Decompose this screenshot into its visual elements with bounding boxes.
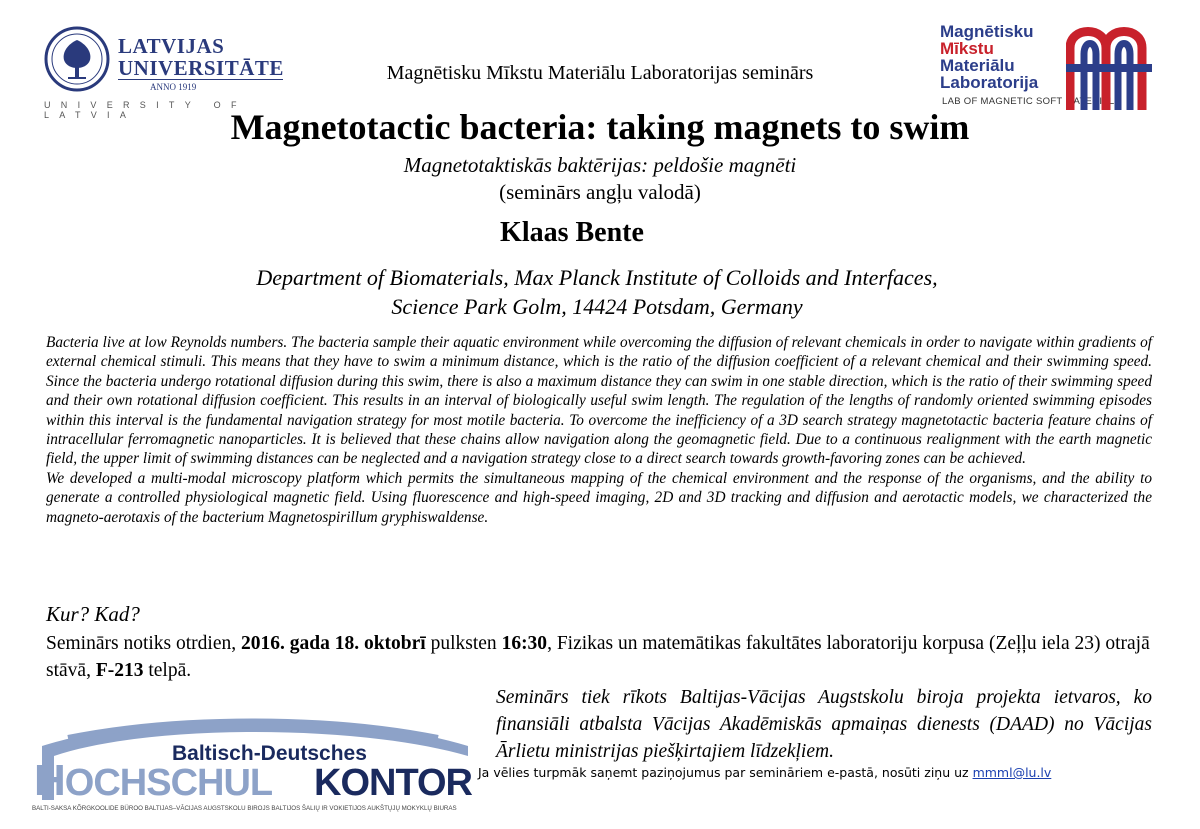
notification-note xyxy=(478,765,1158,780)
abstract xyxy=(46,333,1152,527)
funding-note: Seminārs tiek rīkots Baltijas-Vācijas Augstskolu biroja projekta ietvaros, ko finansiāli atbalsta Vācijas Akadēmiskās apmaiņas dienests (DAAD) no Vācijas Ārlietu ministrijas piešķirtajiem līdzekļiem. xyxy=(496,687,1152,762)
bdhk-subline: BALTI-SAKSA KÕRGKOOLIDE BÜROO BALTIJAS–VĀCIJAS AUGSTSKOLU BIROJS BALTIJOS ŠALIŲ IR VOKIETIJOS AUKŠTŲJŲ MOKYKLŲ BIURAS xyxy=(32,805,457,812)
bdhk-wordmark xyxy=(34,756,272,806)
affiliation-line2: Science Park Golm, 14424 Potsdam, Germany xyxy=(391,294,803,319)
seminar-time: 16:30 xyxy=(501,633,548,654)
language-note: (seminārs angļu valodā) xyxy=(499,180,701,204)
when-text-1: Seminārs notiks otrdien, xyxy=(46,633,241,654)
lab-logo-line1: Magnētisku xyxy=(940,22,1034,41)
title-translation: Magnetotaktiskās baktērijas: peldošie magnēti xyxy=(403,153,797,177)
email-link[interactable]: mmml@lu.lv xyxy=(972,765,1052,780)
bdhk-h-letter: H xyxy=(34,756,65,805)
university-founding-year: ANNO 1919 xyxy=(150,82,197,92)
university-name-line1: LATVIJAS xyxy=(118,34,225,58)
seminar-series: Magnētisku Mīkstu Materiālu Laboratorijas seminārs xyxy=(386,62,814,84)
notification-text: Ja vēlies turpmāk saņemt paziņojumus par semināriem e-pastā, nosūti ziņu uz xyxy=(478,765,973,780)
affiliation-line1: Department of Biomaterials, Max Planck Institute of Colloids and Interfaces, xyxy=(256,265,938,290)
when-text-3: , Fizikas un matemātikas fakultātes laboratoriju korpusa (Zeļļu iela 23) otrajā stāvā, xyxy=(46,633,1150,681)
speaker-name: Klaas Bente xyxy=(500,217,644,248)
abstract-paragraph-2: We developed a multi-modal microscopy platform which permits the simultaneous mapping of the chemical environment and the response of the organisms, and the ability to generate a controlled physiological magnetic field. Using fluorescence and high-speed imaging, 2D and 3D tracking and diffusion and aerotactic models, we characterized the magneto-aerotaxis of the bacterium Magnetospirillum gryphiswaldense. xyxy=(46,469,1152,526)
seminar-date: 2016. gada 18. oktobrī xyxy=(240,633,426,654)
abstract-paragraph-1: Bacteria live at low Reynolds numbers. The bacteria sample their aquatic environment while overcoming the diffusion of relevant chemicals in order to navigate within gradients of external chemical stimuli. This means that they have to swim a minimum distance, which is the ratio of the diffusion coefficient of a relevant chemical and their swimming speed. Since the bacteria undergo rotational diffusion during this swim, there is also a maximum distance they can swim in one stable direction, which is the ratio of their swimming speed and their own rotational diffusion coefficient. This results in an interval of biologically useful swim length. The regulation of the lengths of randomly oriented swimming episodes within this interval is the fundamental navigation strategy for most motile bacteria. To overcome the inefficiency of a 3D search strategy magnetotactic bacteria feature chains of intracellular ferromagnetic nanoparticles. It is believed that these chains allow navigation along the geomagnetic field. Due to a continuous realignment with the earth magnetic field, the upper limit of swimming distances can be neglected and a navigation strategy close to a direct search towards growth-favoring zones can be achieved. xyxy=(46,334,1152,468)
bdhk-name: Baltisch-Deutsches xyxy=(172,742,367,765)
when-text-4: telpā. xyxy=(143,660,192,681)
lab-logo-line3: Materiālu xyxy=(940,56,1015,75)
where-when-heading: Kur? Kad? xyxy=(46,602,140,626)
seminar-room: F-213 xyxy=(95,660,144,681)
bdhk-logo xyxy=(28,716,478,816)
university-english-name: UNIVERSITY OF LATVIA xyxy=(44,100,247,120)
lab-logo-line2: Mīkstu xyxy=(940,39,994,58)
bdhk-ochschul: OCHSCHUL xyxy=(64,762,273,804)
bdhk-kontor: KONTOR xyxy=(314,762,472,804)
when-text-2: pulksten xyxy=(425,633,502,654)
university-name-line2: UNIVERSITĀTE xyxy=(118,56,284,80)
lab-logo-line4: Laboratorija xyxy=(940,73,1039,92)
page-title: Magnetotactic bacteria: taking magnets to swim xyxy=(230,107,970,147)
where-when-text xyxy=(46,630,1152,684)
lab-logo-subtitle: LAB OF MAGNETIC SOFT MATERIALS xyxy=(942,96,1122,107)
